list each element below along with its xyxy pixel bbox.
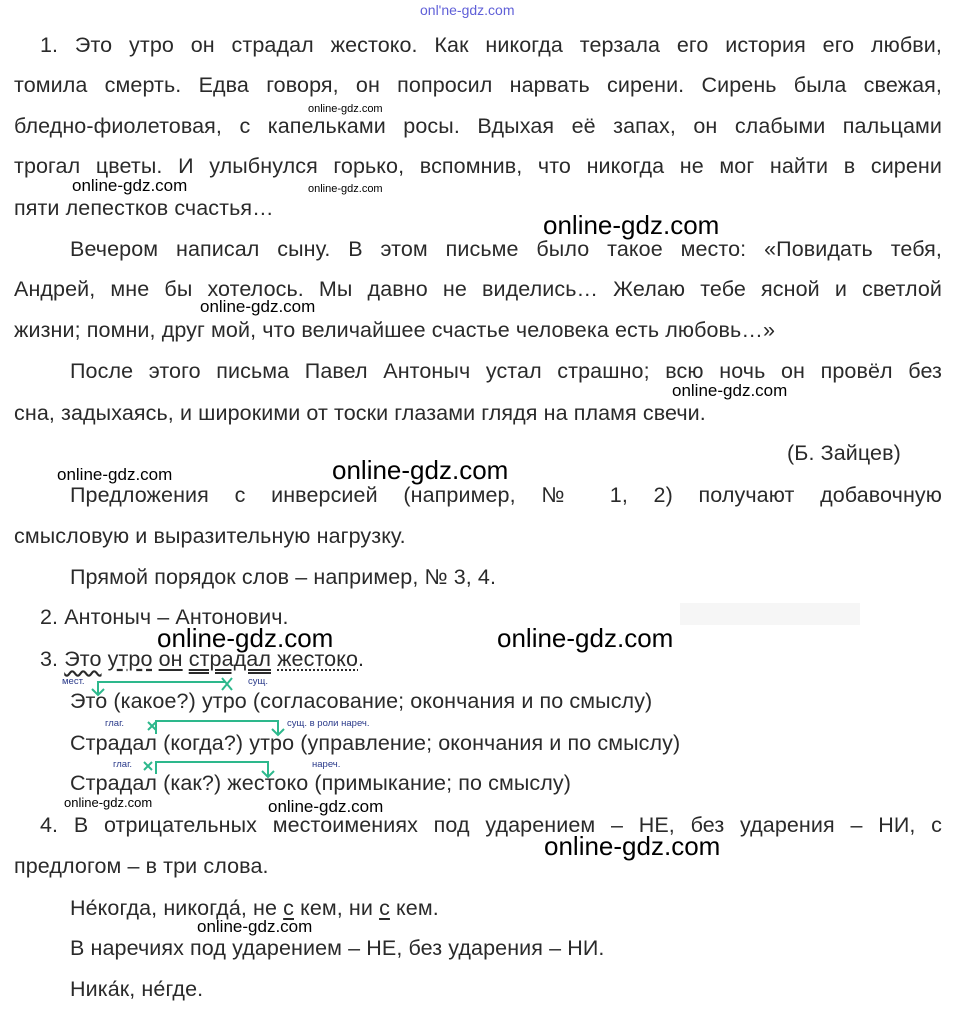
text-line: 1. Это утро он страдал жестоко. Как никогда терзала его история его любви, bbox=[40, 33, 942, 57]
phrase-line: Это (какое?) утро (согласование; окончания и по смыслу) bbox=[70, 689, 653, 713]
text-line: После этого письма Павел Антоныч устал страшно; всю ночь он провёл без bbox=[70, 359, 942, 383]
text-line: Андрей, мне бы хотелось. Мы давно не виделись… Желаю тебе ясной и светлой bbox=[14, 277, 942, 301]
text-line: предлогом – в три слова. bbox=[14, 854, 269, 878]
word-subject: он bbox=[158, 647, 183, 671]
text-line: сна, задыхаясь, и широкими от тоски глазами глядя на пламя свечи. bbox=[14, 401, 706, 425]
text-line: Прямой порядок слов – например, № 3, 4. bbox=[70, 565, 497, 589]
watermark: online-gdz.com bbox=[197, 917, 313, 936]
watermark: online-gdz.com bbox=[332, 455, 509, 485]
text-line: смысловую и выразительную нагрузку. bbox=[14, 524, 406, 548]
watermark: online-gdz.com bbox=[157, 623, 334, 653]
watermark: online-gdz.com bbox=[57, 465, 173, 484]
text-line: Вечером написал сыну. В этом письме было такое место: «Повидать тебя, bbox=[70, 237, 942, 261]
watermark: online-gdz.com bbox=[200, 297, 316, 316]
example-text: кем. bbox=[389, 896, 439, 920]
watermark: online-gdz.com bbox=[268, 797, 384, 816]
example-line: Ника́к, не́где. bbox=[70, 977, 204, 1001]
watermark: online-gdz.com bbox=[64, 795, 153, 810]
preposition: с bbox=[283, 896, 294, 920]
watermark: online-gdz.com bbox=[544, 831, 721, 861]
word-object-noun: утро bbox=[107, 647, 153, 671]
word-predicate: страдал bbox=[188, 647, 271, 671]
pos-label: глаг. bbox=[105, 718, 125, 729]
phrase-line: Страдал (когда?) утро (управление; окончания и по смыслу) bbox=[70, 731, 681, 755]
pos-label: сущ. bbox=[248, 676, 268, 687]
word-adverbial: жестоко bbox=[277, 647, 359, 671]
example-text: Не́когда, никогда́, не bbox=[70, 896, 284, 920]
author-attribution: (Б. Зайцев) bbox=[787, 441, 901, 465]
watermark: online-gdz.com bbox=[543, 210, 720, 240]
watermark: online-gdz.com bbox=[308, 103, 383, 115]
text-line: Предложения с инверсией (например, № 1, 2) получают добавочную bbox=[70, 483, 942, 507]
pos-label: глаг. bbox=[113, 759, 133, 770]
text-line: жизни; помни, друг мой, что величайшее счастье человека есть любовь…» bbox=[14, 318, 776, 342]
item-number: 3. bbox=[40, 647, 59, 671]
faint-scan-artifact bbox=[680, 603, 860, 625]
pos-label: нареч. bbox=[312, 759, 341, 770]
text-line: трогал цветы. И улыбнулся горько, вспомнив, что никогда не мог найти в сирени bbox=[14, 154, 942, 178]
text-line: В наречиях под ударением – НЕ, без ударения – НИ. bbox=[70, 936, 605, 960]
watermark: online-gdz.com bbox=[308, 183, 383, 195]
text-line: пяти лепестков счастья… bbox=[14, 196, 274, 220]
watermark: online-gdz.com bbox=[672, 381, 788, 400]
x-mark bbox=[148, 722, 156, 730]
text-line: 4. В отрицательных местоимениях под ударением – НЕ, без ударения – НИ, с bbox=[40, 813, 942, 837]
watermark: online-gdz.com bbox=[497, 623, 674, 653]
x-mark bbox=[144, 762, 152, 770]
example-text: кем, ни bbox=[294, 896, 380, 920]
phrase-line: Страдал (как?) жестоко (примыкание; по смыслу) bbox=[70, 771, 572, 795]
watermark: onl'ne-gdz.com bbox=[420, 2, 515, 18]
watermark: online-gdz.com bbox=[72, 176, 188, 195]
period: . bbox=[358, 647, 365, 671]
preposition: с bbox=[379, 896, 390, 920]
word-adjective-pronoun: Это bbox=[64, 647, 102, 671]
pos-label: сущ. в роли нареч. bbox=[287, 718, 370, 729]
text-line: 2. Антоныч – Антонович. bbox=[40, 605, 289, 629]
pos-label: мест. bbox=[62, 676, 85, 687]
text-line: томила смерть. Едва говоря, он попросил нарвать сирени. Сирень была свежая, bbox=[14, 73, 942, 97]
text-line: бледно-фиолетовая, с капельками росы. Вдыхая её запах, он слабыми пальцами bbox=[14, 114, 942, 138]
